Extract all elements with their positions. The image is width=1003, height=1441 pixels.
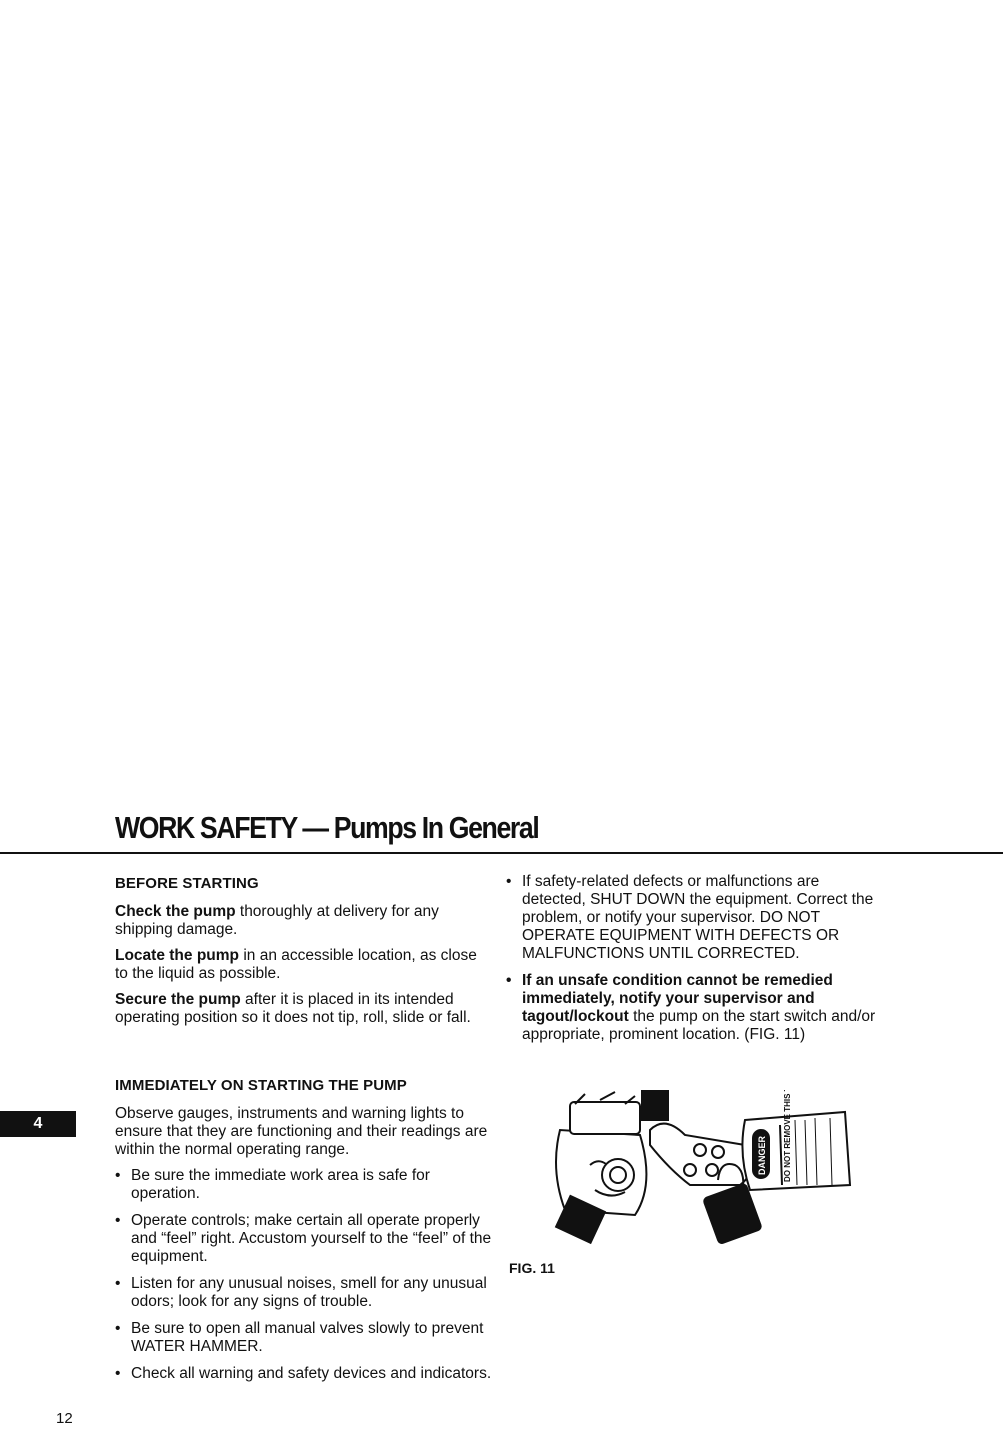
immediately-section (115, 1077, 495, 1392)
page-number: 12 (56, 1410, 73, 1427)
section-tab: 4 (0, 1111, 76, 1137)
tagout-item (506, 972, 886, 1044)
list-item: • Be sure the immediate work area is safe for operation. (115, 1167, 495, 1203)
check-pump-lead: Check the pump (115, 903, 236, 920)
figure-caption: FIG. 11 (509, 1260, 555, 1276)
secure-pump-paragraph (115, 991, 485, 1027)
defects-item: • If safety-related defects or malfunctions are detected, SHUT DOWN the equipment. Correct the problem, or notify your supervisor. DO NOT OPERATE EQUIPMENT WITH DEFECTS OR MALFUNCTIONS UNTIL CORRECTED. (506, 873, 886, 963)
tagout-text: the pump on the start switch and/or appropriate, prominent location. (FIG. 11) (522, 1008, 876, 1043)
list-item: • Be sure to open all manual valves slowly to prevent WATER HAMMER. (115, 1320, 495, 1356)
immediately-intro: Observe gauges, instruments and warning lights to ensure that they are functioning and their readings are within the normal operating range. (115, 1105, 488, 1158)
list-item: • Operate controls; make certain all operate properly and “feel” right. Accustom yourself to the “feel” of the equipment. (115, 1212, 495, 1266)
right-list (506, 873, 886, 1044)
list-item: • Check all warning and safety devices and indicators. (115, 1365, 495, 1383)
check-pump-paragraph (115, 903, 485, 939)
tagout-bold: If an unsafe condition cannot be remedied immediately, notify your supervisor and tagout/lockout (522, 972, 833, 1025)
secure-pump-text: after it is placed in its intended operating position so it does not tip, roll, slide or fall. (115, 991, 471, 1026)
page-title: WORK SAFETY — Pumps In General (115, 810, 539, 845)
immediately-heading: IMMEDIATELY ON STARTING THE PUMP (115, 1077, 407, 1094)
lockout-illustration (540, 1090, 860, 1250)
check-pump-text: thoroughly at delivery for any shipping damage. (115, 903, 439, 938)
before-starting-heading: BEFORE STARTING (115, 875, 259, 892)
locate-pump-lead: Locate the pump (115, 947, 240, 964)
tag-danger-label: DANGER (757, 1135, 767, 1175)
list-item: • Listen for any unusual noises, smell for any unusual odors; look for any signs of trouble. (115, 1275, 495, 1311)
locate-pump-text: in an accessible location, as close to the liquid as possible. (115, 947, 477, 982)
before-starting-section (115, 875, 485, 1035)
locate-pump-paragraph (115, 947, 485, 983)
title-rule (0, 852, 1003, 854)
right-column (506, 873, 886, 1053)
pump-lockout-icon (540, 1090, 860, 1250)
secure-pump-lead: Secure the pump (115, 991, 241, 1008)
tag-warning-label: DO NOT REMOVE THIS TAG (783, 1090, 792, 1182)
immediately-list (115, 1167, 495, 1383)
